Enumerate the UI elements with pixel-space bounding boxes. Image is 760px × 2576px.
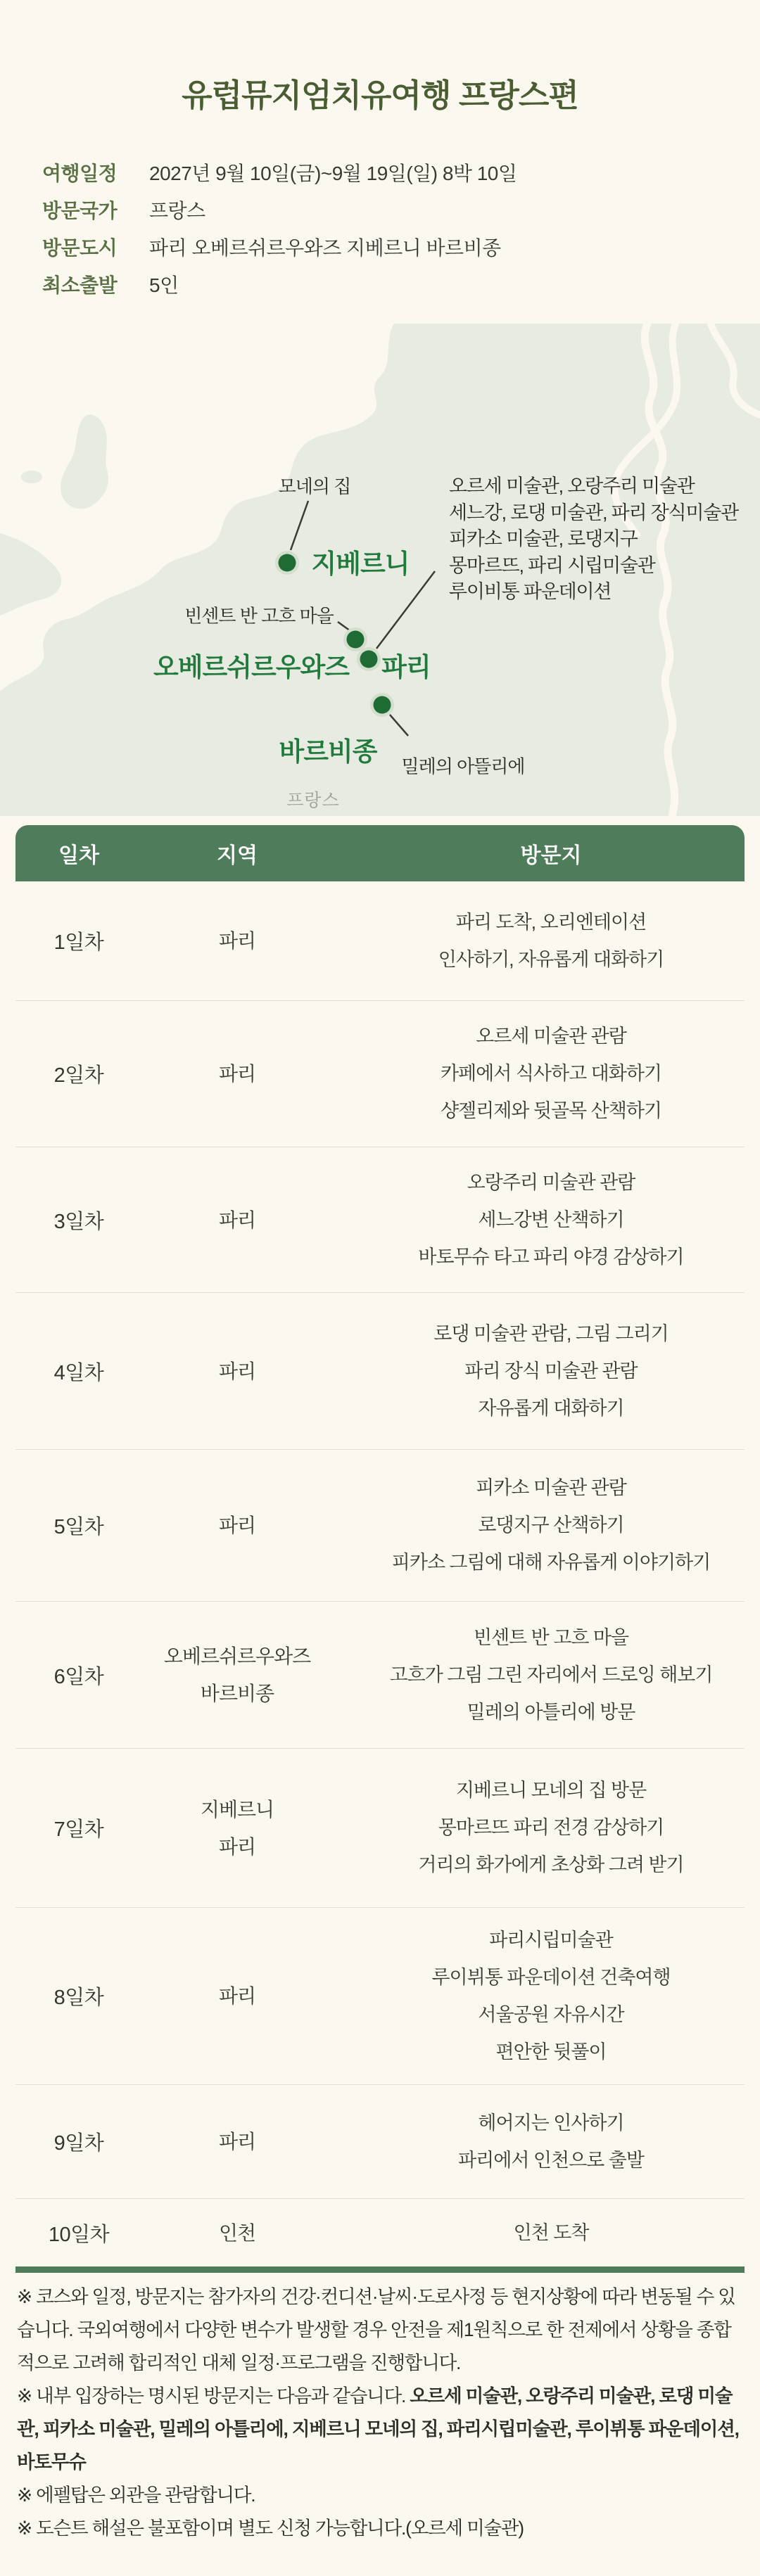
table-row <box>15 1000 745 1147</box>
footer-note <box>17 2281 745 2380</box>
table-row <box>15 1601 745 1748</box>
visit-line: 지베르니 모네의 집 방문 <box>455 1780 647 1801</box>
paris-site-line: 오르세 미술관, 오랑주리 미술관 <box>449 476 695 497</box>
region-line: 오베르쉬르우와즈 <box>163 1645 311 1667</box>
map-brittany <box>0 533 61 616</box>
visit-line: 인사하기, 자유롭게 대화하기 <box>438 948 664 970</box>
visit-line: 바토무슈 타고 파리 야경 감상하기 <box>418 1246 684 1268</box>
table-row <box>15 1449 745 1601</box>
map-island <box>21 471 42 483</box>
van-gogh-village-label: 빈센트 반 고흐 마을 <box>184 605 334 627</box>
info-label: 방문도시 <box>42 236 118 259</box>
info-label: 여행일정 <box>42 162 118 184</box>
footer-note <box>17 2479 745 2512</box>
day-cell: 9일차 <box>53 2132 104 2155</box>
giverny-label: 지베르니 <box>311 549 410 578</box>
giverny-dot <box>279 554 296 572</box>
paris-dot <box>360 651 378 668</box>
visit-line: 몽마르뜨 파리 전경 감상하기 <box>438 1817 664 1838</box>
visit-cell <box>332 1619 745 1731</box>
visit-cell <box>332 1315 745 1427</box>
table-row <box>15 1907 745 2084</box>
region-line: 파리 <box>218 1063 256 1085</box>
day-cell: 10일차 <box>48 2223 110 2246</box>
visit-cell <box>332 2214 745 2252</box>
info-value: 파리 오베르쉬르우와즈 지베르니 바르비종 <box>149 236 501 259</box>
region-cell <box>142 922 332 959</box>
region-line: 파리 <box>218 1209 256 1231</box>
visit-line: 파리 도착, 오리엔테이션 <box>455 911 647 933</box>
note-marker: ※ <box>17 2385 37 2406</box>
note-text: 에펠탑은 외관을 관람합니다. <box>36 2485 255 2506</box>
visit-line: 밀레의 아틀리에 방문 <box>467 1701 635 1723</box>
note-text: 내부 입장하는 명시된 방문지는 다음과 같습니다. <box>36 2385 410 2406</box>
auvers-dot <box>347 631 365 649</box>
visit-cell <box>332 1164 745 1276</box>
header-visit: 방문지 <box>520 844 582 867</box>
paris-site-line: 피카소 미술관, 로댕지구 <box>449 528 638 549</box>
note-marker: ※ <box>17 2485 37 2506</box>
france-country-label: 프랑스 <box>286 791 340 810</box>
visit-line: 파리시립미술관 <box>489 1929 613 1951</box>
monet-house-label: 모네의 집 <box>278 476 351 497</box>
note-text: 도슨트 해설은 불포함이며 별도 신청 가능합니다.(오르세 미술관) <box>36 2518 524 2539</box>
visit-line: 세느강변 산책하기 <box>478 1209 624 1230</box>
info-row <box>42 153 517 191</box>
region-line: 지베르니 <box>200 1798 274 1821</box>
visit-line: 로댕 미술관 관람, 그림 그리기 <box>433 1322 669 1344</box>
visit-line: 오르세 미술관 관람 <box>476 1026 626 1047</box>
table-row <box>15 2198 745 2266</box>
day-cell: 6일차 <box>53 1665 104 1688</box>
info-value: 2027년 9월 10일(금)~9월 19일(일) 8박 10일 <box>149 162 517 184</box>
region-cell <box>142 2214 332 2252</box>
visit-line: 카페에서 식사하고 대화하기 <box>441 1063 661 1084</box>
info-row <box>42 191 517 228</box>
region-line: 바르비종 <box>200 1683 274 1704</box>
barbizon-label: 바르비종 <box>279 737 377 766</box>
table-row <box>15 881 745 1000</box>
footer-notes <box>17 2281 745 2545</box>
visit-line: 편안한 뒷풀이 <box>495 2041 607 2062</box>
region-line: 파리 <box>218 1515 256 1536</box>
info-row <box>42 228 517 265</box>
region-cell <box>142 1055 332 1092</box>
region-line: 파리 <box>218 1985 256 2007</box>
footer-note <box>17 2380 745 2479</box>
info-value: 프랑스 <box>149 199 205 222</box>
region-cell <box>142 2123 332 2160</box>
paris-label: 파리 <box>381 653 431 682</box>
visit-cell <box>332 1772 745 1884</box>
region-cell <box>142 1638 332 1712</box>
visit-line: 피카소 미술관 관람 <box>476 1477 626 1498</box>
info-label: 최소출발 <box>42 274 118 296</box>
day-cell: 1일차 <box>53 931 104 954</box>
day-cell: 8일차 <box>53 1987 104 2009</box>
table-header-row <box>15 825 745 881</box>
visit-line: 샹젤리제와 뒷골목 산책하기 <box>441 1100 661 1121</box>
itinerary-table <box>15 825 745 2273</box>
header-day: 일차 <box>58 844 99 867</box>
note-marker: ※ <box>17 2518 37 2539</box>
visit-line: 빈센트 반 고흐 마을 <box>473 1626 629 1648</box>
region-cell <box>142 1353 332 1390</box>
region-line: 파리 <box>218 1835 256 1858</box>
paris-sites-list <box>449 473 738 606</box>
info-value: 5인 <box>149 274 179 296</box>
paris-site-line: 몽마르뜨, 파리 시립미술관 <box>449 554 655 576</box>
day-cell: 5일차 <box>53 1516 104 1538</box>
note-marker: ※ <box>17 2286 37 2307</box>
region-line: 인천 <box>218 2221 256 2244</box>
region-cell <box>142 1507 332 1544</box>
table-row <box>15 1147 745 1292</box>
visit-line: 파리 장식 미술관 관람 <box>464 1360 638 1382</box>
day-cell: 4일차 <box>53 1361 104 1384</box>
region-cell <box>142 1201 332 1239</box>
auvers-label: 오베르쉬르우와즈 <box>153 653 349 682</box>
visit-line: 고흐가 그림 그린 자리에서 드로잉 해보기 <box>389 1664 713 1685</box>
visit-line: 인천 도착 <box>513 2221 589 2243</box>
day-cell: 2일차 <box>53 1064 104 1087</box>
page-title: 유럽뮤지엄치유여행 프랑스편 <box>182 77 578 113</box>
table-row <box>15 1292 745 1449</box>
visit-line: 로댕지구 산책하기 <box>478 1515 624 1536</box>
visit-line: 서울공원 자유시간 <box>478 2003 624 2025</box>
visit-cell <box>332 1018 745 1130</box>
barbizon-dot <box>374 696 391 714</box>
region-cell <box>142 1977 332 2015</box>
paris-site-line: 세느강, 로댕 미술관, 파리 장식미술관 <box>449 502 739 523</box>
visit-cell <box>332 2105 745 2179</box>
visit-line: 자유롭게 대화하기 <box>478 1397 624 1419</box>
visit-line: 파리에서 인천으로 출발 <box>458 2149 644 2171</box>
info-label: 방문국가 <box>42 199 118 222</box>
visit-cell <box>332 1469 745 1581</box>
region-line: 파리 <box>218 1360 256 1382</box>
table-body <box>15 881 745 2266</box>
visit-line: 거리의 화가에게 초상화 그려 받기 <box>418 1854 684 1875</box>
note-bold-text: 오르세 미술관, 오랑주리 미술관, 로댕 미술관, 피카소 미술관, 밀레의 아틀리에, 지베르니 모네의 집, 파리시립미술관, 루이뷔통 파운데이션, 바토무슈 <box>17 2385 739 2473</box>
visit-line: 오랑주리 미술관 관람 <box>467 1171 635 1193</box>
day-cell: 3일차 <box>53 1210 104 1233</box>
visit-line: 피카소 그림에 대해 자유롭게 이야기하기 <box>391 1552 711 1573</box>
table-row <box>15 2084 745 2198</box>
trip-info <box>42 153 517 302</box>
visit-cell <box>332 1922 745 2071</box>
region-line: 파리 <box>218 930 256 952</box>
table-bottom-border <box>15 2266 745 2273</box>
millet-atelier-label: 밀레의 아뜰리에 <box>401 755 525 777</box>
region-cell <box>142 1791 332 1866</box>
header-region: 지역 <box>217 844 258 867</box>
footer-note <box>17 2512 745 2545</box>
table-row <box>15 1748 745 1907</box>
info-row <box>42 265 517 302</box>
note-text: 코스와 일정, 방문지는 참가자의 건강·컨디션·날씨·도로사정 등 현지상황에 따라 변동될 수 있습니다. 국외여행에서 다양한 변수가 발생할 경우 안전을 제1원칙으로 한 전제에서 상황을 종합적으로 고려해 합리적인 대체 일정·프로그램을 진행합니다. <box>17 2286 735 2373</box>
france-map <box>0 324 760 816</box>
paris-site-line: 루이비통 파운데이션 <box>449 581 612 602</box>
visit-cell <box>332 904 745 978</box>
map-peninsula <box>61 414 108 509</box>
region-line: 파리 <box>218 2131 256 2153</box>
visit-line: 루이뷔통 파운데이션 건축여행 <box>431 1966 671 1988</box>
day-cell: 7일차 <box>53 1818 104 1841</box>
visit-line: 헤어지는 인사하기 <box>478 2112 624 2134</box>
